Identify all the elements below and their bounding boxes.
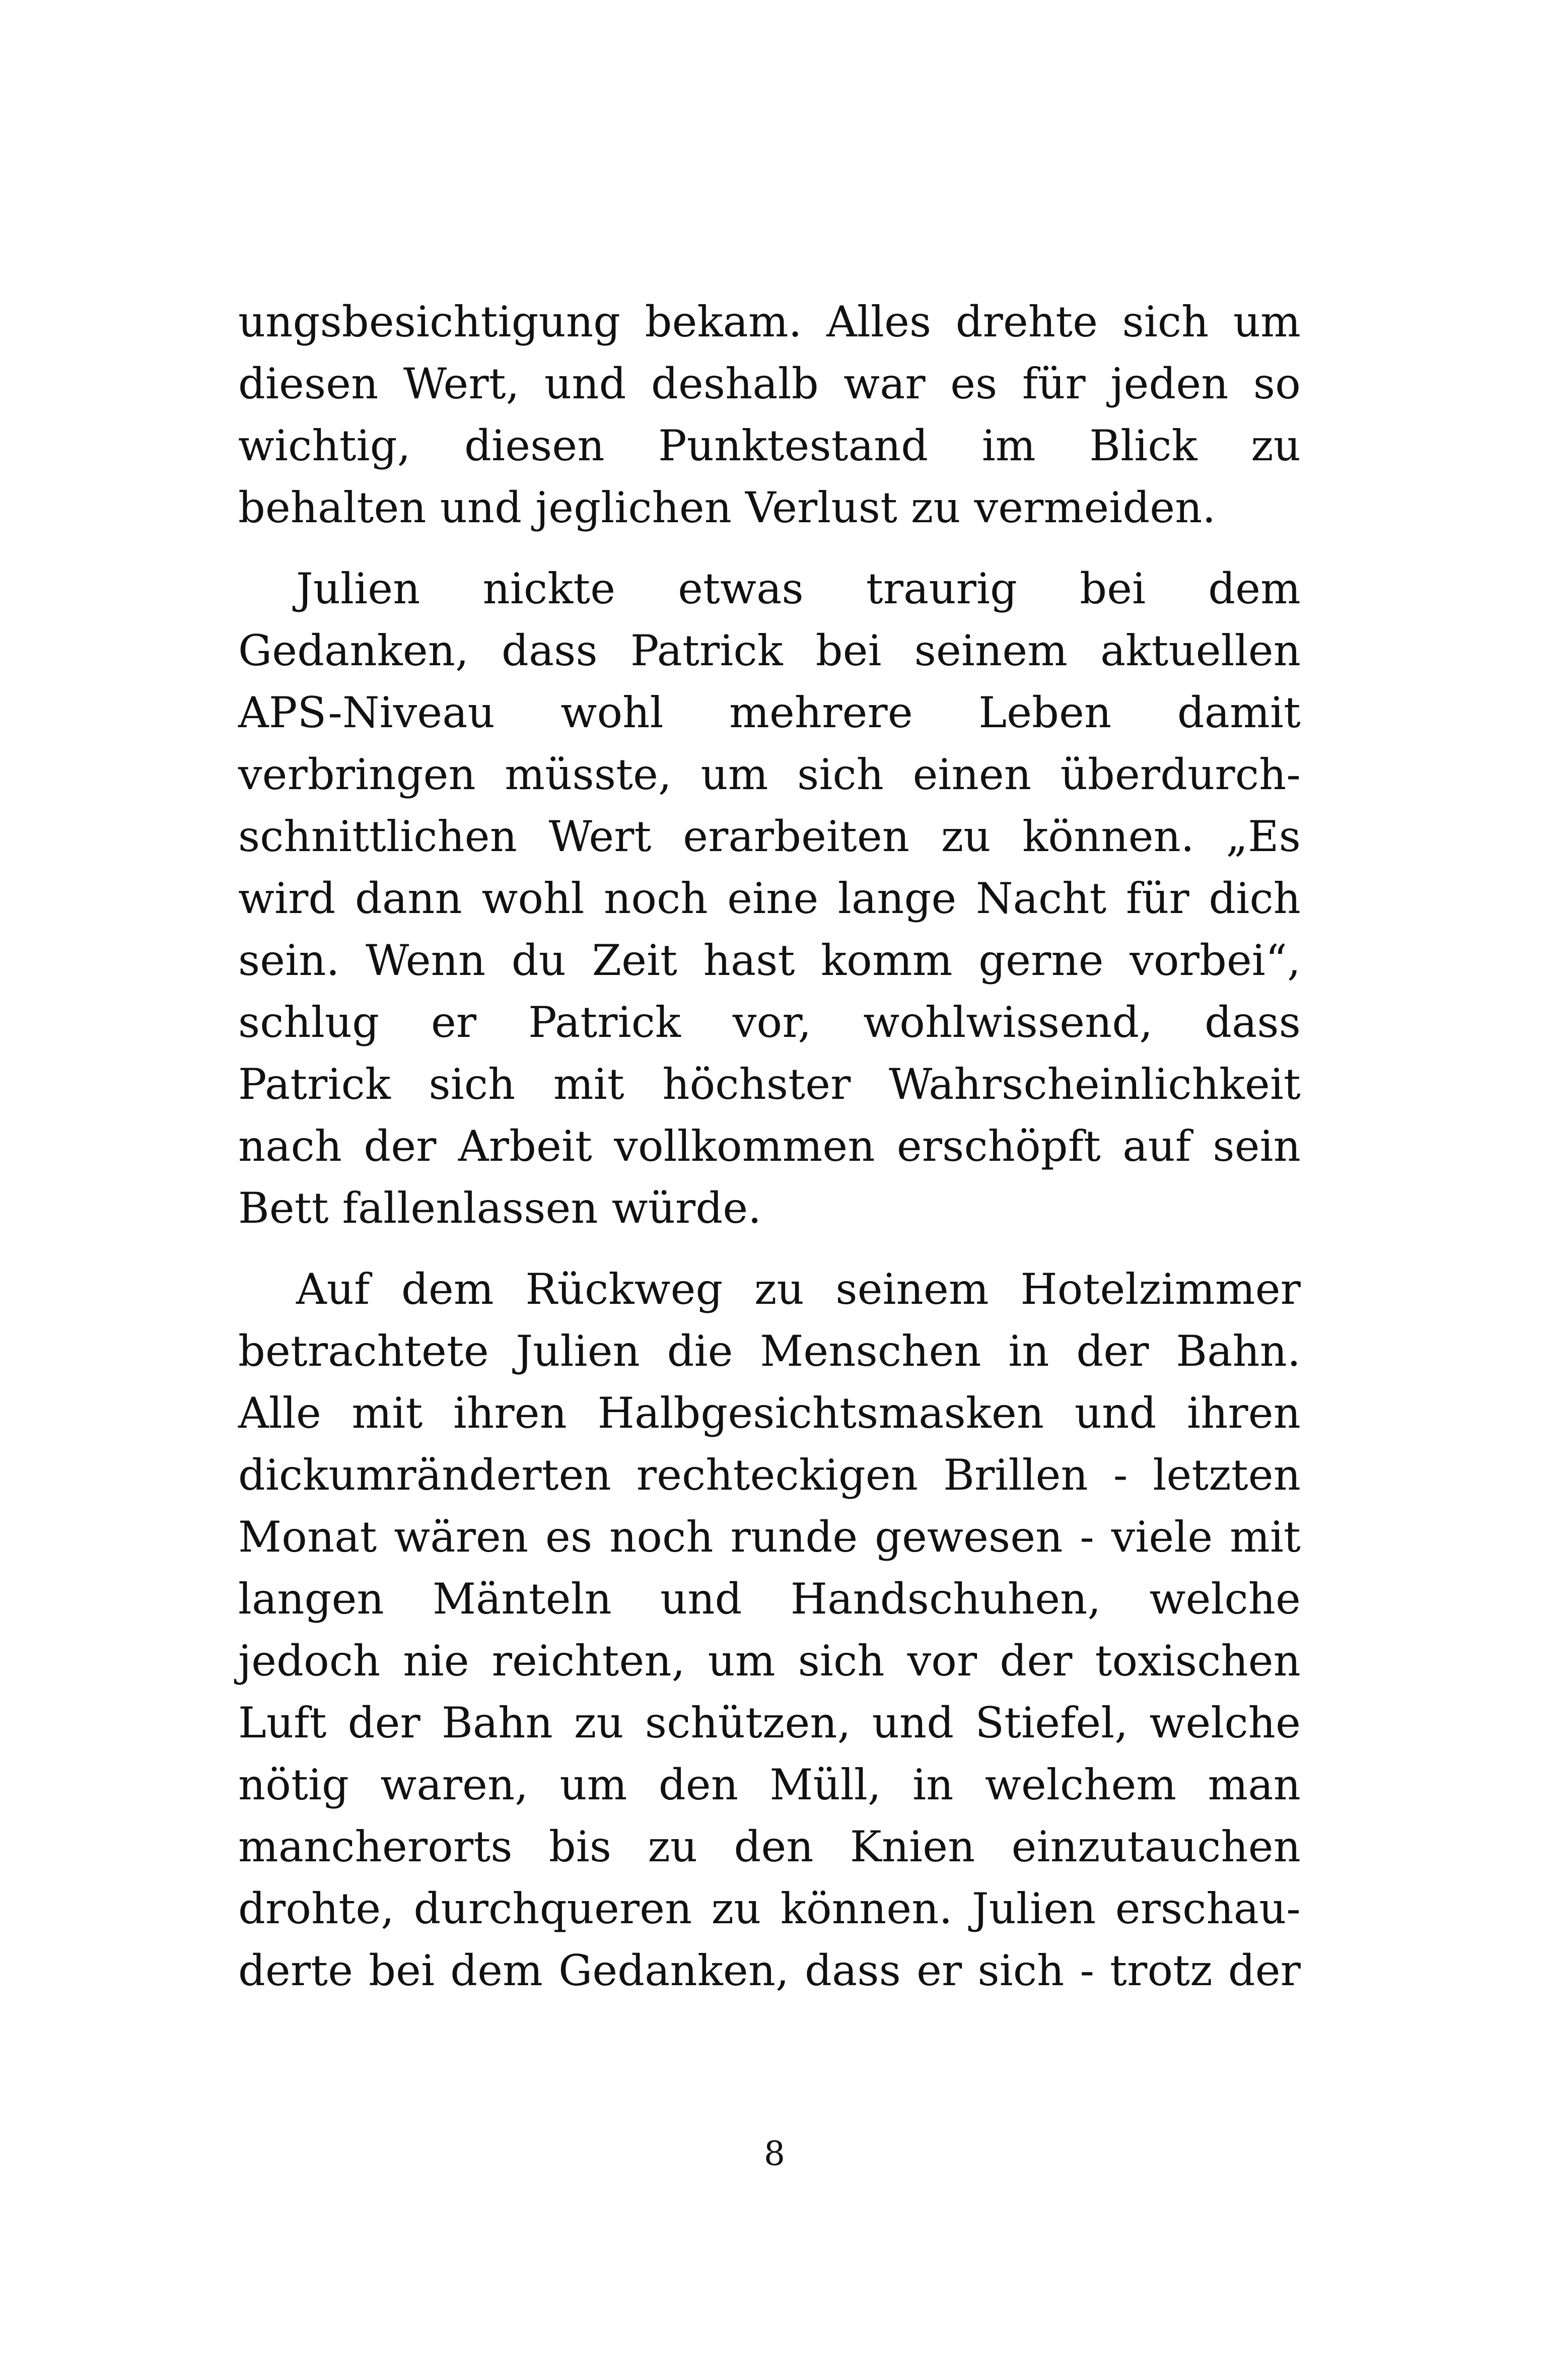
text-line: Monat wären es noch runde gewesen - viele mit (238, 1512, 1301, 1562)
page-number: 8 (764, 2134, 785, 2173)
text-line: schnittlichen Wert erarbeiten zu können. „Es (238, 812, 1301, 861)
text-line: mancherorts bis zu den Knien einzutauchen (238, 1822, 1301, 1871)
text-line: nötig waren, um den Müll, in welchem man (238, 1760, 1301, 1809)
text-line: wichtig, diesen Punktestand im Blick zu (238, 421, 1301, 470)
paragraph-spacer (238, 1239, 1301, 1258)
text-line: derte bei dem Gedanken, dass er sich - trotz der (238, 1946, 1301, 1995)
text-line: Julien nickte etwas traurig bei dem (296, 564, 1301, 613)
text-line: Gedanken, dass Patrick bei seinem aktuellen (238, 626, 1301, 675)
text-line: nach der Arbeit vollkommen erschöpft auf sein (238, 1122, 1301, 1171)
text-line: Bett fallenlassen würde. (238, 1183, 762, 1233)
text-line: jedoch nie reichten, um sich vor der toxischen (238, 1636, 1301, 1686)
text-line: schlug er Patrick vor, wohlwissend, dass (238, 998, 1301, 1047)
text-line: Auf dem Rückweg zu seinem Hotelzimmer (296, 1265, 1301, 1314)
paragraph (238, 558, 1301, 1239)
paragraph-spacer (238, 539, 1301, 558)
text-line: diesen Wert, und deshalb war es für jeden so (238, 359, 1301, 408)
text-line: Patrick sich mit höchster Wahrscheinlichkeit (238, 1060, 1301, 1109)
paragraph (238, 291, 1301, 539)
text-line: sein. Wenn du Zeit hast komm gerne vorbei“, (238, 936, 1301, 985)
text-line: verbringen müsste, um sich einen überdurch- (238, 750, 1301, 799)
text-line: APS-Niveau wohl mehrere Leben damit (238, 688, 1301, 737)
text-line: Luft der Bahn zu schützen, und Stiefel, welche (238, 1698, 1301, 1747)
page-body-text (238, 291, 1301, 2002)
text-line: Alle mit ihren Halbgesichtsmasken und ihren (238, 1388, 1301, 1438)
text-line: langen Mänteln und Handschuhen, welche (238, 1574, 1301, 1624)
text-line: behalten und jeglichen Verlust zu vermeiden. (238, 483, 1216, 532)
text-line: wird dann wohl noch eine lange Nacht für dich (238, 874, 1301, 923)
text-line: drohte, durchqueren zu können. Julien erschau- (238, 1884, 1301, 1933)
text-line: betrachtete Julien die Menschen in der Bahn. (238, 1326, 1301, 1376)
text-line: dickumränderten rechteckigen Brillen - letzten (238, 1450, 1301, 1500)
paragraph (238, 1258, 1301, 2002)
text-line: ungsbesichtigung bekam. Alles drehte sich um (238, 297, 1301, 346)
